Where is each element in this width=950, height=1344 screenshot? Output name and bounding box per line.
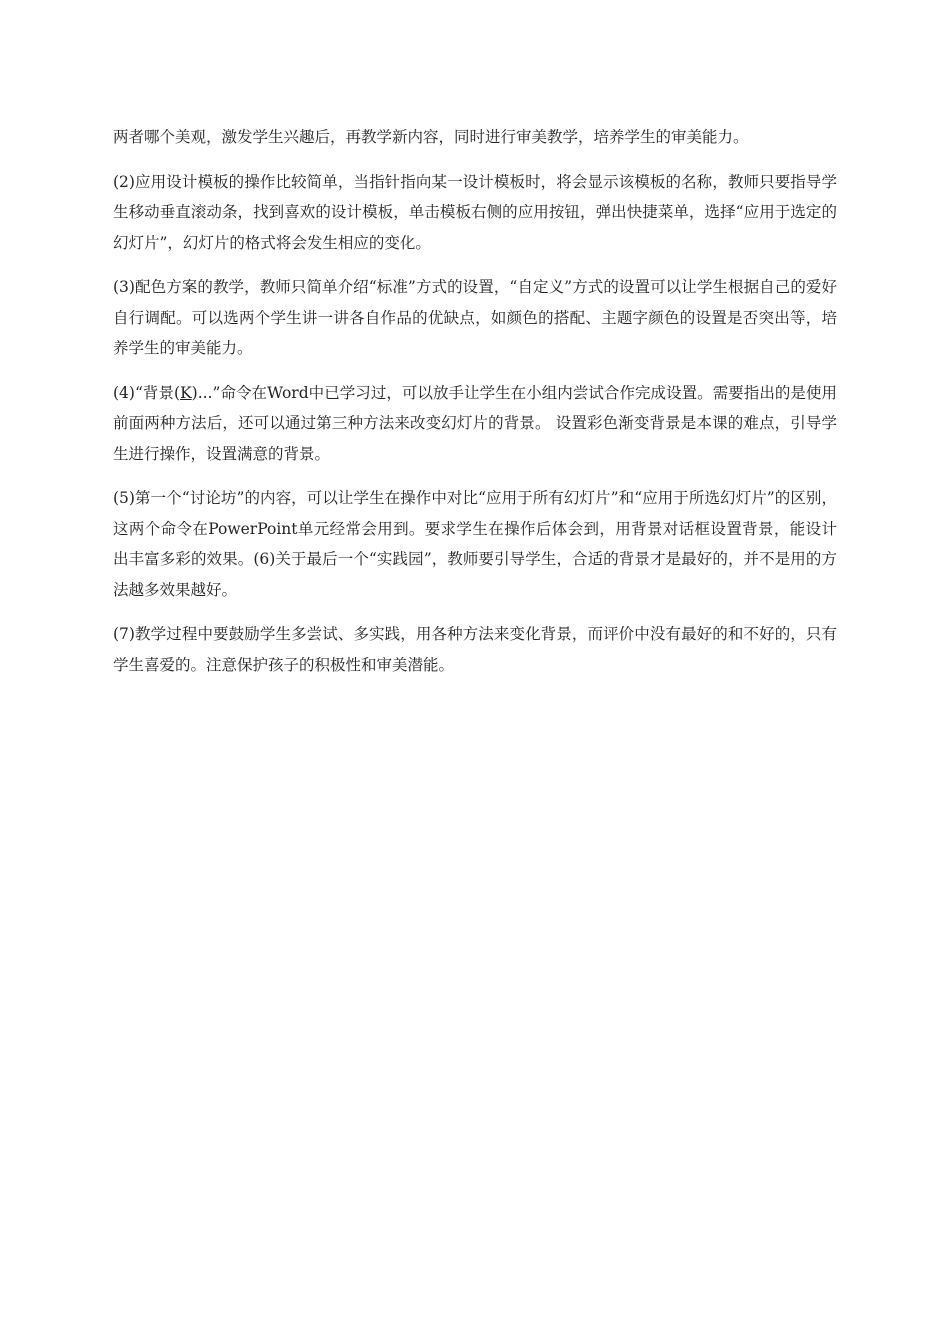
document-body — [113, 122, 837, 694]
paragraph-2: (2)应用设计模板的操作比较简单，当指针指向某一设计模板时，将会显示该模板的名称，教师只要指导学生移动垂直滚动条，找到喜欢的设计模板，单击模板右侧的应用按钮，弹出快捷菜单，选择“应用于选定的幻灯片”，幻灯片的格式将会发生相应的变化。 — [113, 172, 837, 252]
paragraph-6: (7)教学过程中要鼓励学生多尝试、多实践，用各种方法来变化背景，而评价中没有最好的和不好的，只有学生喜爱的。注意保护孩子的积极性和审美潜能。 — [113, 625, 837, 674]
paragraph-3: (3)配色方案的教学，教师只简单介绍“标准”方式的设置，“自定义”方式的设置可以让学生根据自己的爱好自行调配。可以选两个学生讲一讲各自作品的优缺点，如颜色的搭配、主题字颜色的设置是否突出等，培养学生的审美能力。 — [113, 278, 837, 357]
paragraph-4-suffix: )...”命令在Word中已学习过，可以放手让学生在小组内尝试合作完成设置。需要指出的是使用前面两种方法后，还可以通过第三种方法来改变幻灯片的背景。 设置彩色渐变背景是本课的难点，引导学生进行操作，设置满意的背景。 — [113, 383, 837, 463]
paragraph-4 — [113, 378, 837, 470]
paragraph-4-prefix: (4)“背景( — [113, 383, 181, 402]
paragraph-5: (5)第一个“讨论坊”的内容，可以让学生在操作中对比“应用于所有幻灯片”和“应用于所选幻灯片”的区别，这两个命令在PowerPoint单元经常会用到。要求学生在操作后体会到，用背景对话框设置背景，能设计出丰富多彩的效果。(6)关于最后一个“实践园”，教师要引导学生，合适的背景才是最好的，并不是用的方法越多效果越好。 — [113, 489, 837, 599]
shortcut-key-underlined: K — [180, 383, 192, 402]
paragraph-1: 两者哪个美观，激发学生兴趣后，再教学新内容，同时进行审美教学，培养学生的审美能力。 — [113, 128, 749, 146]
